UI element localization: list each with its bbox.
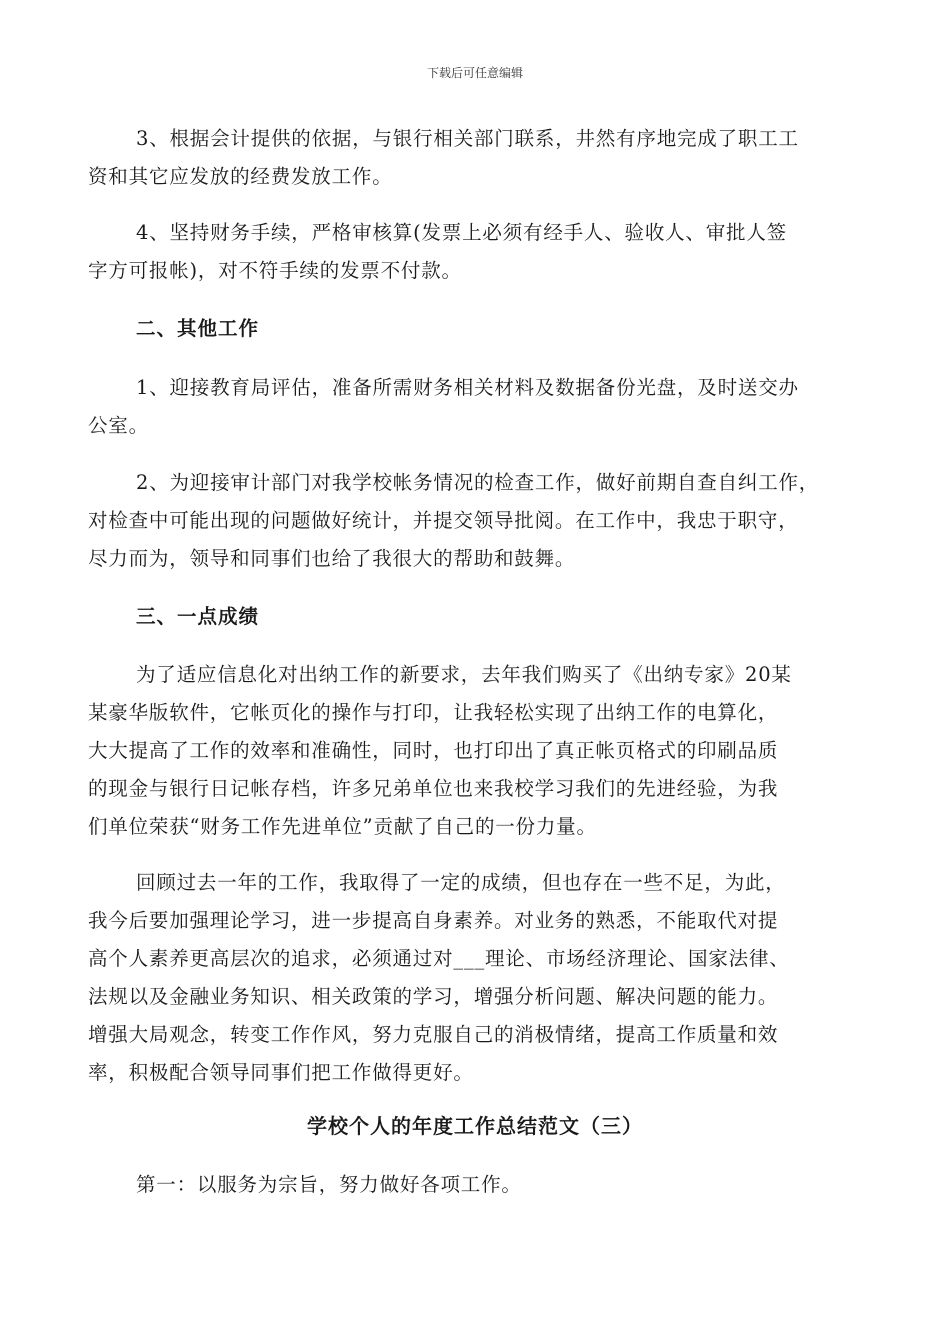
- text-line: 对检查中可能出现的问题做好统计，并提交领导批阅。在工作中，我忠于职守，: [88, 509, 799, 532]
- text-line: 资和其它应发放的经费发放工作。: [88, 165, 393, 188]
- text-line: 的现金与银行日记帐存档，许多兄弟单位也来我校学习我们的先进经验，为我: [88, 777, 779, 800]
- section-heading-other-work: 二、其他工作: [136, 317, 260, 340]
- section-heading-achievements: 三、一点成绩: [136, 605, 260, 628]
- text-line: 某豪华版软件，它帐页化的操作与打印，让我轻松实现了出纳工作的电算化，: [88, 701, 779, 724]
- paragraph-other-2: [88, 464, 864, 578]
- paragraph-first-point: [88, 1166, 864, 1204]
- text-line: 尽力而为，领导和同事们也给了我很大的帮助和鼓舞。: [88, 547, 576, 570]
- paragraph-other-1: [88, 369, 864, 445]
- paragraph-item-3: [88, 120, 864, 196]
- text-line: 为了适应信息化对出纳工作的新要求，去年我们购买了《出纳专家》20某: [136, 663, 792, 686]
- paragraph-item-4: [88, 214, 864, 290]
- paragraph-achievement-1: [88, 656, 864, 846]
- text-line: 们单位荣获“财务工作先进单位”贡献了自己的一份力量。: [88, 815, 597, 838]
- text-line: 率，积极配合领导同事们把工作做得更好。: [88, 1061, 474, 1084]
- paragraph-achievement-2: [88, 864, 864, 1092]
- text-line: 高个人素养更高层次的追求，必须通过对___理论、市场经济理论、国家法律、: [88, 947, 790, 970]
- text-line: 回顾过去一年的工作，我取得了一定的成绩，但也存在一些不足，为此，: [136, 871, 786, 894]
- text-line: 4、坚持财务手续，严格审核算(发票上必须有经手人、验收人、审批人签: [136, 221, 787, 244]
- text-line: 大大提高了工作的效率和准确性，同时，也打印出了真正帐页格式的印刷品质: [88, 739, 779, 762]
- text-line: 增强大局观念，转变工作作风，努力克服自己的消极情绪，提高工作质量和效: [88, 1023, 779, 1046]
- text-line: 3、根据会计提供的依据，与银行相关部门联系，井然有序地完成了职工工: [136, 127, 799, 150]
- text-line: 我今后要加强理论学习，进一步提高自身素养。对业务的熟悉，不能取代对提: [88, 909, 779, 932]
- page-header: 下载后可任意编辑: [426, 66, 523, 80]
- text-line: 公室。: [88, 414, 149, 437]
- text-line: 2、为迎接审计部门对我学校帐务情况的检查工作，做好前期自查自纠工作，: [136, 471, 820, 494]
- document-title: 学校个人的年度工作总结范文（三）: [307, 1114, 643, 1138]
- text-line: 法规以及金融业务知识、相关政策的学习，增强分析问题、解决问题的能力。: [88, 985, 779, 1008]
- text-line: 第一：以服务为宗旨，努力做好各项工作。: [136, 1173, 522, 1196]
- text-line: 1、迎接教育局评估，准备所需财务相关材料及数据备份光盘，及时送交办: [136, 376, 799, 399]
- text-line: 字方可报帐)，对不符手续的发票不付款。: [88, 259, 462, 282]
